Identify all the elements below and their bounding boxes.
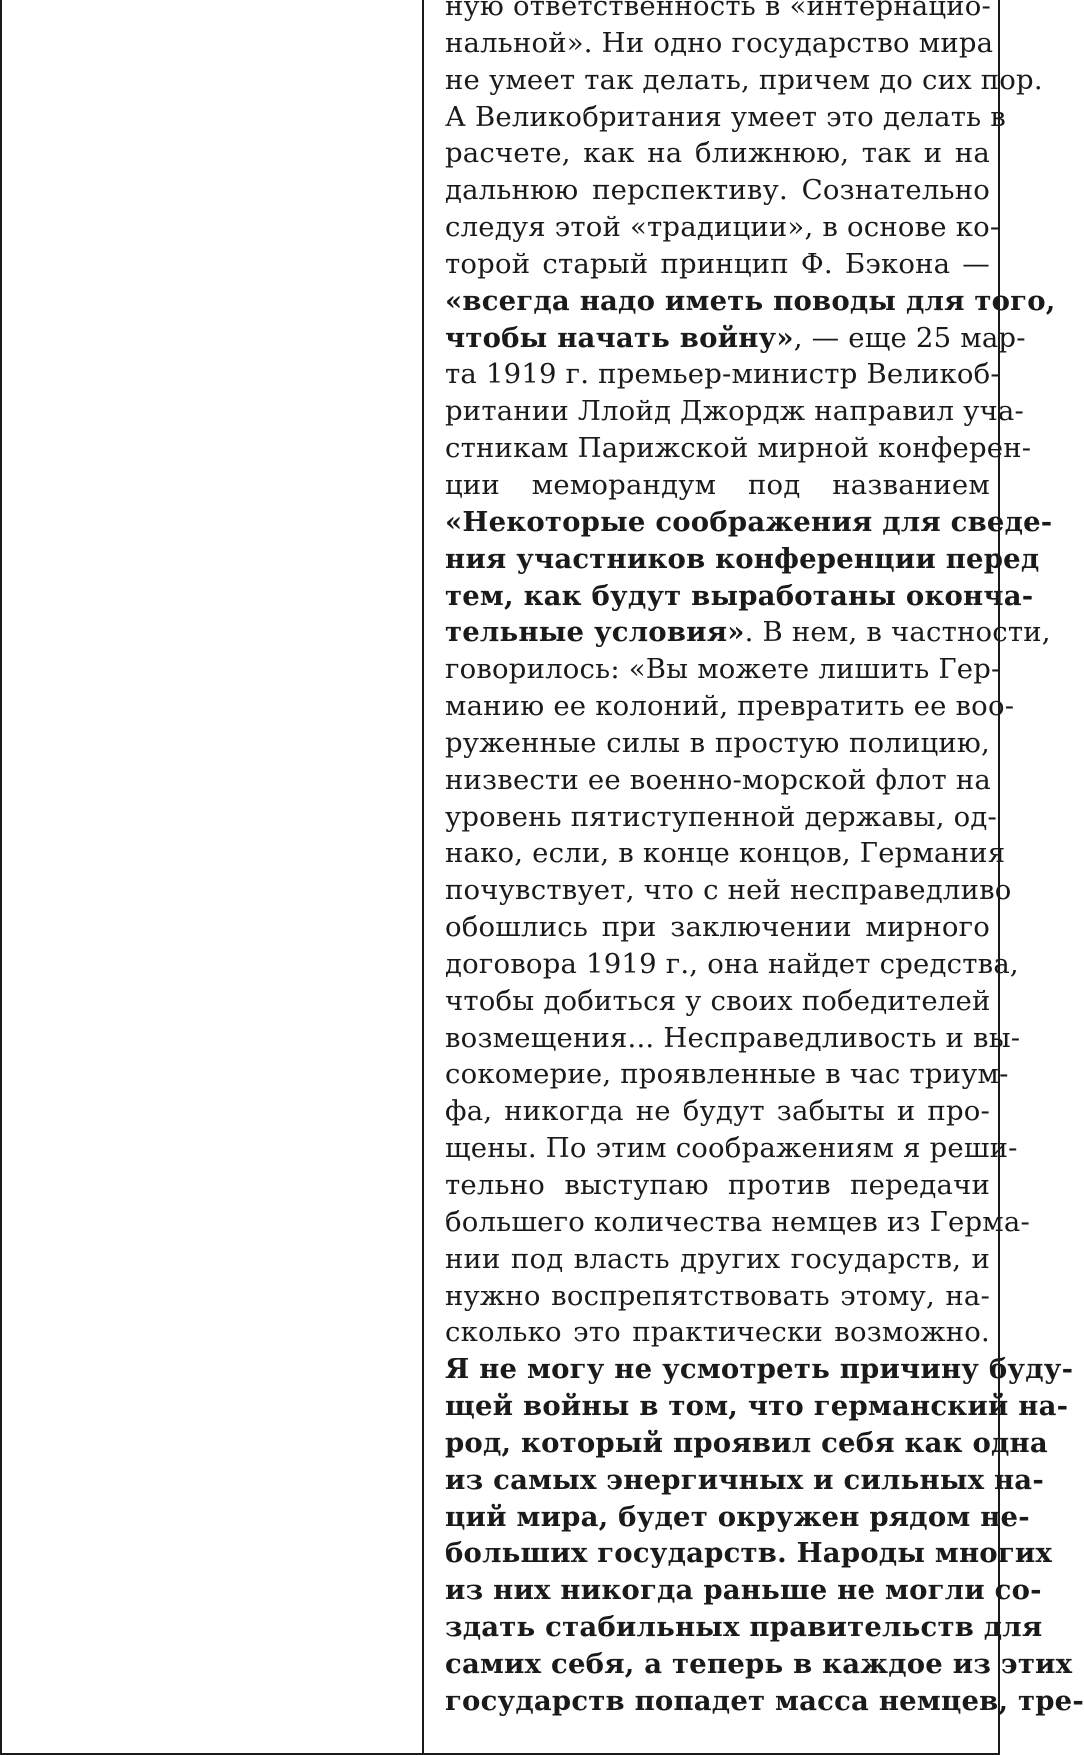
text-line: [445, 872, 1012, 909]
text-run: торой старый принцип Ф. Бэкона —: [445, 247, 990, 280]
text-line: [445, 1351, 1074, 1388]
text-line: [445, 1425, 1048, 1462]
text-line: [445, 430, 1032, 467]
text-run: стникам Парижской мирной конферен-: [445, 432, 1032, 465]
text-run: большего количества немцев из Герма-: [445, 1205, 1030, 1238]
text-line: [445, 467, 990, 504]
text-run: руженные силы в простую полицию,: [445, 726, 990, 759]
text-run: не умеет так делать, причем до сих пор.: [445, 63, 1043, 96]
text-run: следуя этой «традиции», в основе ко-: [445, 211, 1000, 244]
text-line: [445, 946, 1019, 983]
text-line: [445, 1241, 990, 1278]
text-run: уровень пятиступенной державы, од-: [445, 800, 997, 833]
text-run: тельно выступаю против передачи: [445, 1169, 990, 1201]
text-line: [445, 1462, 1044, 1499]
bold-text-run: тем, как будут выработаны оконча-: [445, 579, 1034, 612]
text-run: чтобы добиться у своих победителей: [445, 984, 991, 1017]
text-run: . В нем, в частности,: [744, 616, 1051, 649]
text-line: [445, 1314, 990, 1351]
text-line: [445, 1130, 1018, 1167]
text-line: [445, 504, 1053, 541]
text-line: [445, 0, 990, 25]
text-line: [445, 393, 1024, 430]
text-line: [445, 1020, 1021, 1057]
text-line: [445, 209, 1000, 246]
text-line: [445, 1646, 1073, 1683]
bold-text-run: из них никогда раньше не могли со-: [445, 1574, 1042, 1607]
text-line: [445, 1535, 1053, 1572]
left-margin-cell: [2, 0, 422, 1753]
bold-text-run: чтобы начать войну»: [445, 321, 794, 354]
text-run: та 1919 г. премьер-министр Великоб-: [445, 358, 1000, 391]
text-run: сокомерие, проявленные в час триум-: [445, 1058, 1009, 1091]
text-run: ную ответственность в «интернацио-: [445, 0, 992, 22]
text-line: [445, 1683, 1084, 1720]
text-line: [445, 1278, 990, 1315]
text-line: [445, 688, 1015, 725]
text-run: нужно воспрепятствовать этому, на-: [445, 1279, 990, 1312]
text-line: [445, 1572, 1042, 1609]
text-run: нальной». Ни одно государство мира: [445, 26, 994, 59]
bold-text-run: род, который проявил себя как одна: [445, 1426, 1048, 1459]
text-line: [445, 725, 990, 762]
text-run: почувствует, что с ней несправедливо: [445, 874, 1012, 907]
text-line: [445, 135, 990, 172]
text-run: говорилось: «Вы можете лишить Гер-: [445, 653, 1001, 686]
text-run: сколько это практически возможно.: [445, 1316, 990, 1349]
text-line: [445, 246, 990, 283]
text-line: [445, 320, 1026, 357]
bold-text-run: «Некоторые соображения для сведе-: [445, 505, 1053, 538]
bold-text-run: щей войны в том, что германский на-: [445, 1390, 1069, 1423]
text-line: [445, 62, 1043, 99]
text-line: [445, 1204, 1030, 1241]
text-run: А Великобритания умеет это делать в: [445, 100, 1006, 133]
text-line: [445, 799, 997, 836]
text-run: низвести ее военно-морской флот на: [445, 763, 992, 796]
text-line: [445, 651, 1001, 688]
text-line: [445, 1167, 990, 1204]
text-line: [445, 283, 1056, 320]
text-line: [445, 909, 990, 946]
body-text-column: [445, 0, 1084, 1720]
text-line: [445, 1388, 1069, 1425]
bold-text-run: из самых энергичных и сильных на-: [445, 1463, 1044, 1496]
text-run: , — еще 25 мар-: [793, 321, 1026, 354]
text-run: договора 1919 г., она найдет средства,: [445, 947, 1019, 980]
text-run: расчете, как на ближнюю, так и на: [445, 137, 990, 170]
text-line: [445, 614, 1051, 651]
text-line: [445, 541, 1040, 578]
text-run: фа, никогда не будут забыты и про-: [445, 1095, 990, 1128]
text-run: манию ее колоний, превратить ее воо-: [445, 690, 1015, 723]
text-run: дальнюю перспективу. Сознательно: [445, 174, 990, 207]
text-line: [445, 835, 1006, 872]
text-line: [445, 1093, 990, 1130]
column-divider: [422, 0, 424, 1755]
text-run: нако, если, в конце концов, Германия: [445, 837, 1006, 870]
text-line: [445, 25, 994, 62]
text-line: [445, 983, 990, 1020]
text-line: [445, 1499, 1030, 1536]
text-line: [445, 99, 1006, 136]
bold-text-run: Я не могу не усмотреть причину буду-: [445, 1353, 1074, 1386]
text-line: [445, 578, 1034, 615]
text-run: ции меморандум под названием: [445, 468, 990, 501]
text-run: возмещения... Несправедливость и вы-: [445, 1021, 1021, 1054]
text-line: [445, 356, 1000, 393]
text-line: [445, 1609, 1043, 1646]
text-line: [445, 1056, 1009, 1093]
bold-text-run: ций мира, будет окружен рядом не-: [445, 1500, 1030, 1533]
bold-text-run: больших государств. Народы многих: [445, 1537, 1053, 1570]
bold-text-run: ния участников конференции перед: [445, 542, 1040, 575]
text-run: обошлись при заключении мирного: [445, 911, 990, 944]
text-run: нии под власть других государств, и: [445, 1242, 990, 1275]
bold-text-run: здать стабильных правительств для: [445, 1611, 1043, 1644]
text-run: ритании Ллойд Джордж направил уча-: [445, 395, 1024, 428]
text-line: [445, 762, 990, 799]
text-run: щены. По этим соображениям я реши-: [445, 1132, 1018, 1165]
bold-text-run: государств попадет масса немцев, тре-: [445, 1684, 1084, 1717]
bold-text-run: тельные условия»: [445, 616, 745, 649]
bold-text-run: «всегда надо иметь поводы для того,: [445, 284, 1056, 317]
bold-text-run: самих себя, а теперь в каждое из этих: [445, 1647, 1073, 1680]
text-line: [445, 172, 990, 209]
